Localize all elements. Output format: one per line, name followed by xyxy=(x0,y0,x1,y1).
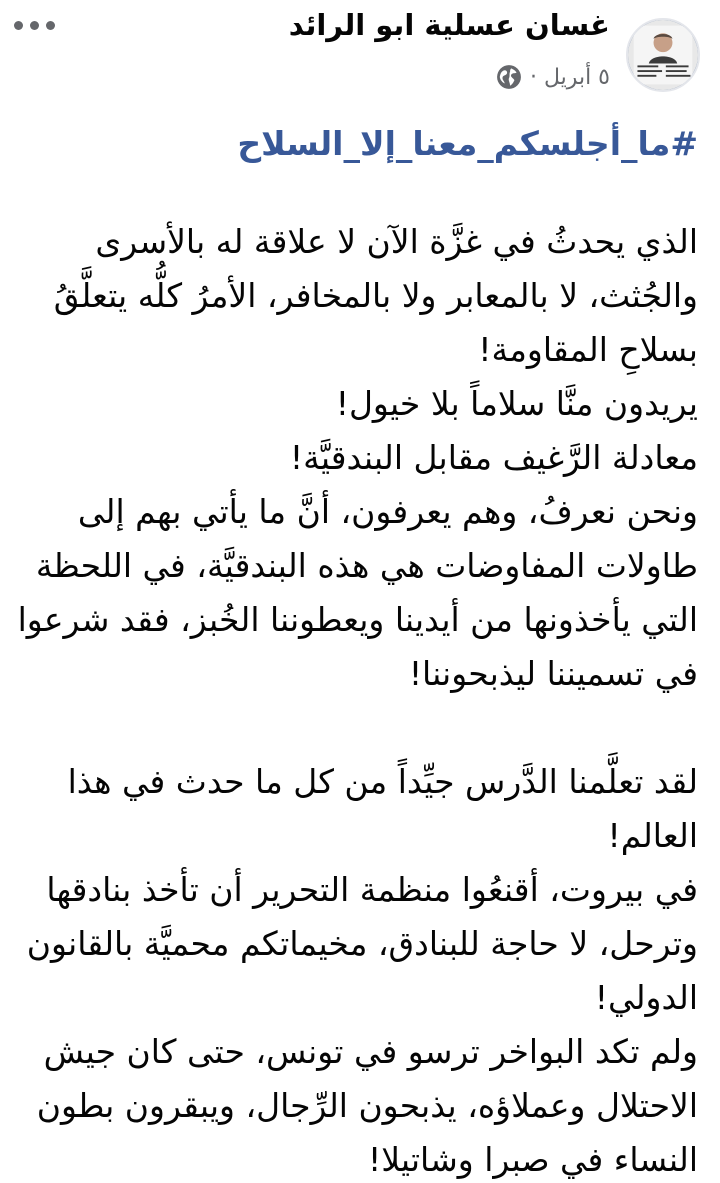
post-line: معادلة الرَّغيف مقابل البندقيَّة! xyxy=(289,438,698,477)
post-body xyxy=(8,215,698,1183)
hashtag-link[interactable]: #ما_أجلسكم_معنا_إلا_السلاح xyxy=(237,124,698,163)
post-line: الاحتلال وعملاؤه، يذبحون الرِّجال، ويبقرون بطون xyxy=(36,1086,698,1125)
post-line: النساء في صبرا وشاتيلا! xyxy=(368,1140,698,1179)
post-line: في بيروت، أقنعُوا منظمة التحرير أن تأخذ بنادقها xyxy=(46,870,698,909)
post-line: لقد تعلَّمنا الدَّرس جيِّداً من كل ما حدث في هذا xyxy=(67,762,698,801)
post-line: التي يأخذونها من أيدينا ويعطوننا الخُبز، فقد شرعوا xyxy=(17,600,698,639)
post-date[interactable]: ٥ أبريل · xyxy=(530,64,610,90)
post-line: الدولي! xyxy=(594,978,698,1017)
post-line: الذي يحدثُ في غزَّة الآن لا علاقة له بالأسرى xyxy=(95,222,698,261)
post-header xyxy=(0,0,720,110)
post-line: طاولات المفاوضات هي هذه البندقيَّة، في اللحظة xyxy=(35,546,698,585)
post-line: ونحن نعرفُ، وهم يعرفون، أنَّ ما يأتي بهم إلى xyxy=(77,492,698,531)
post-line: والجُثث، لا بالمعابر ولا بالمخافر، الأمرُ كلُّه يتعلَّقُ xyxy=(53,276,698,315)
more-options-button[interactable] xyxy=(14,10,74,40)
paragraph-gap xyxy=(8,701,698,755)
profile-avatar[interactable] xyxy=(626,18,700,92)
post-line: في تسميننا ليذبحوننا! xyxy=(408,654,698,693)
globe-icon xyxy=(496,64,522,90)
post-line: يريدون منَّا سلاماً بلا خيول! xyxy=(335,384,698,423)
post-meta xyxy=(496,64,610,90)
post-line: ولم تكد البواخر ترسو في تونس، حتى كان جيش xyxy=(43,1032,698,1071)
post-line: العالم! xyxy=(607,816,698,855)
more-options-icon xyxy=(14,21,23,30)
post-line: بسلاحِ المقاومة! xyxy=(478,330,698,369)
author-name[interactable]: غسان عسلية ابو الرائد xyxy=(288,8,610,42)
post-line: وترحل، لا حاجة للبنادق، مخيماتكم محميَّة بالقانون xyxy=(26,924,698,963)
